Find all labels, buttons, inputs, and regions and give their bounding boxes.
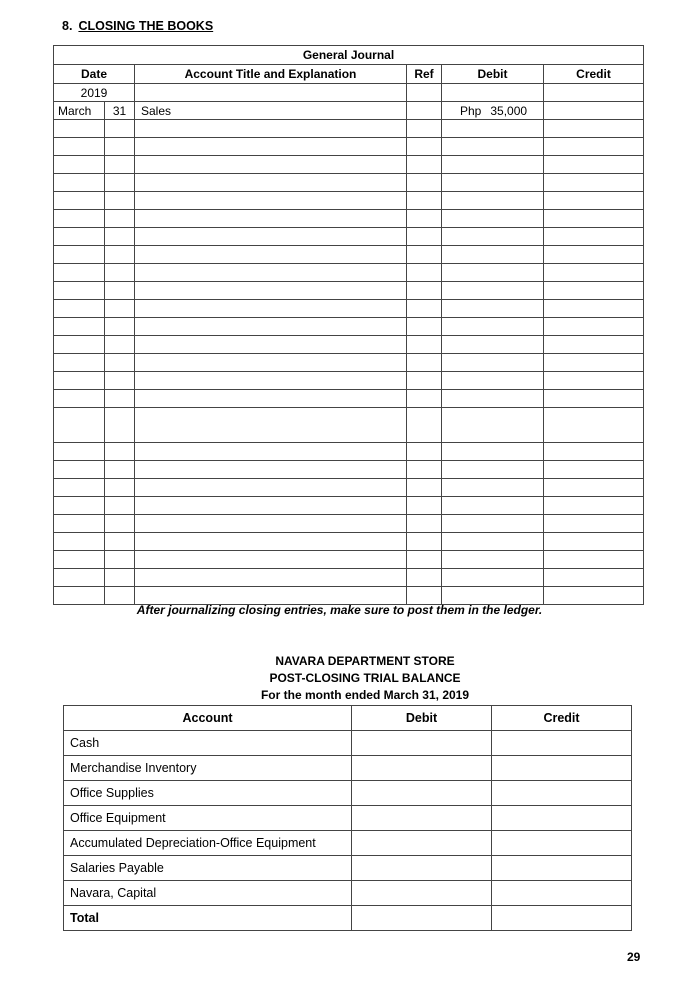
journal-cell[interactable] [135,246,407,264]
journal-cell[interactable] [407,228,442,246]
journal-cell[interactable] [407,336,442,354]
general-journal-table [53,45,644,605]
journal-year-row [54,84,644,102]
credit-header: Credit [544,65,644,84]
journal-cell[interactable] [105,479,135,497]
journal-cell[interactable] [54,533,105,551]
journal-cell[interactable] [54,461,105,479]
journal-cell[interactable] [407,300,442,318]
journal-cell[interactable] [54,443,105,461]
journal-year: 2019 [54,84,135,102]
journal-cell[interactable] [442,138,544,156]
journal-cell[interactable] [544,102,644,120]
journal-cell[interactable] [105,192,135,210]
journal-cell[interactable] [544,174,644,192]
journal-cell[interactable] [135,390,407,408]
journal-cell[interactable] [544,587,644,605]
journal-cell[interactable] [544,515,644,533]
journal-cell[interactable] [442,515,544,533]
tb-account-name: Merchandise Inventory [64,756,352,781]
tb-debit-cell[interactable] [352,881,492,906]
tb-debit-header: Debit [352,706,492,731]
journal-cell[interactable] [135,372,407,390]
journal-cell[interactable] [544,300,644,318]
journal-cell[interactable] [442,228,544,246]
journal-cell[interactable] [105,246,135,264]
tb-account-row [64,806,632,831]
tb-account-name: Accumulated Depreciation-Office Equipment [64,831,352,856]
ref-header: Ref [407,65,442,84]
journal-cell[interactable] [105,318,135,336]
tb-account-name: Office Equipment [64,806,352,831]
journal-cell[interactable] [544,569,644,587]
page-number: 29 [627,950,641,964]
journal-blank-row [54,300,644,318]
journal-cell[interactable] [54,264,105,282]
journal-cell[interactable] [105,443,135,461]
journal-cell[interactable] [105,390,135,408]
journal-cell[interactable] [105,264,135,282]
entry-month: March [54,102,105,120]
trial-balance-table [63,705,632,931]
journal-blank-row [54,264,644,282]
journal-cell[interactable] [544,282,644,300]
journal-cell[interactable] [105,120,135,138]
tb-account-name: Cash [64,731,352,756]
journal-cell[interactable] [544,192,644,210]
journal-cell[interactable] [544,461,644,479]
journal-cell[interactable] [54,408,105,443]
tb-credit-cell[interactable] [492,881,632,906]
journal-cell[interactable] [135,497,407,515]
journal-title-row [54,46,644,65]
journal-cell[interactable] [544,551,644,569]
tb-credit-cell[interactable] [492,781,632,806]
tb-credit-cell[interactable] [492,756,632,781]
tb-debit-cell[interactable] [352,731,492,756]
journal-cell[interactable] [135,569,407,587]
tb-debit-cell[interactable] [352,906,492,931]
journal-cell[interactable] [442,192,544,210]
journal-cell[interactable] [135,228,407,246]
journal-cell[interactable] [54,587,105,605]
journal-blank-row [54,318,644,336]
journal-cell[interactable] [407,120,442,138]
journal-cell[interactable] [105,282,135,300]
journal-blank-row [54,497,644,515]
journal-cell[interactable] [442,497,544,515]
journal-cell[interactable] [135,192,407,210]
journal-cell[interactable] [135,120,407,138]
journal-cell[interactable] [407,84,442,102]
journal-cell[interactable] [544,120,644,138]
journal-cell[interactable] [407,587,442,605]
journal-cell[interactable] [135,336,407,354]
journal-cell[interactable] [105,533,135,551]
entry-day: 31 [105,102,135,120]
journal-blank-row [54,372,644,390]
journal-cell[interactable] [442,84,544,102]
journal-cell[interactable] [105,210,135,228]
journal-cell[interactable] [105,156,135,174]
journal-cell[interactable] [54,336,105,354]
journal-cell[interactable] [407,354,442,372]
journal-cell[interactable] [407,318,442,336]
journal-cell[interactable] [135,318,407,336]
journal-cell[interactable] [442,300,544,318]
journal-blank-row [54,282,644,300]
journal-cell[interactable] [135,533,407,551]
journal-blank-row [54,443,644,461]
entry-currency: Php [460,103,482,118]
journal-cell[interactable] [105,138,135,156]
journal-cell[interactable] [442,551,544,569]
journal-cell[interactable] [407,174,442,192]
journal-blank-row [54,210,644,228]
journal-blank-row [54,246,644,264]
journal-cell[interactable] [54,390,105,408]
tb-account-header: Account [64,706,352,731]
journal-cell[interactable] [442,461,544,479]
tb-account-name: Navara, Capital [64,881,352,906]
journal-cell[interactable] [54,479,105,497]
journal-title: General Journal [54,46,644,65]
journal-blank-row [54,354,644,372]
journal-cell[interactable] [544,479,644,497]
journal-cell[interactable] [442,408,544,443]
journal-cell[interactable] [54,515,105,533]
journal-cell[interactable] [407,408,442,443]
journal-cell[interactable] [442,246,544,264]
journal-blank-row [54,336,644,354]
journal-cell[interactable] [135,515,407,533]
journal-cell[interactable] [442,443,544,461]
journal-cell[interactable] [442,372,544,390]
journal-cell[interactable] [54,210,105,228]
journal-cell[interactable] [54,228,105,246]
journal-cell[interactable] [544,228,644,246]
journal-cell[interactable] [442,479,544,497]
journal-cell[interactable] [442,390,544,408]
trial-balance-header-row [64,706,632,731]
journal-cell[interactable] [544,390,644,408]
tb-credit-cell[interactable] [492,806,632,831]
journal-blank-row [54,461,644,479]
account-header: Account Title and Explanation [135,65,407,84]
journal-cell[interactable] [54,174,105,192]
journal-cell[interactable] [135,479,407,497]
tb-credit-cell[interactable] [492,906,632,931]
trial-balance-title: POST-CLOSING TRIAL BALANCE [269,671,461,685]
journal-cell[interactable] [135,156,407,174]
journal-cell[interactable] [407,138,442,156]
journal-cell[interactable] [544,372,644,390]
journal-cell[interactable] [135,461,407,479]
journal-cell[interactable] [442,569,544,587]
journal-cell[interactable] [442,156,544,174]
journal-cell[interactable] [544,246,644,264]
journal-cell[interactable] [544,138,644,156]
journal-cell[interactable] [442,318,544,336]
section-title: CLOSING THE BOOKS [78,19,214,33]
journal-cell[interactable] [407,156,442,174]
journal-cell[interactable] [105,354,135,372]
debit-header: Debit [442,65,544,84]
journal-cell[interactable] [442,587,544,605]
tb-account-row [64,831,632,856]
journal-cell[interactable] [54,138,105,156]
journal-blank-row [54,515,644,533]
journal-cell[interactable] [442,264,544,282]
tb-account-row [64,756,632,781]
journal-cell[interactable] [442,354,544,372]
journal-blank-row [54,192,644,210]
journal-cell[interactable] [407,533,442,551]
tb-account-row [64,731,632,756]
journal-cell[interactable] [54,354,105,372]
company-name: NAVARA DEPARTMENT STORE [275,654,455,668]
tb-account-row [64,781,632,806]
journal-cell[interactable] [442,533,544,551]
tb-debit-cell[interactable] [352,756,492,781]
journal-blank-row [54,569,644,587]
journal-cell[interactable] [544,408,644,443]
tb-debit-cell[interactable] [352,806,492,831]
trial-balance-period: For the month ended March 31, 2019 [260,688,470,702]
journal-cell[interactable] [544,336,644,354]
entry-account: Sales [135,102,407,120]
journal-cell[interactable] [105,569,135,587]
journal-cell[interactable] [407,246,442,264]
journal-cell[interactable] [135,443,407,461]
tb-credit-cell[interactable] [492,731,632,756]
journal-cell[interactable] [407,210,442,228]
journal-cell[interactable] [407,443,442,461]
tb-total-row [64,906,632,931]
tb-debit-cell[interactable] [352,781,492,806]
journal-cell[interactable] [54,497,105,515]
journal-cell[interactable] [135,138,407,156]
journal-cell[interactable] [105,461,135,479]
journal-cell[interactable] [105,372,135,390]
journal-cell[interactable] [105,336,135,354]
entry-debit-amount: 35,000 [490,103,528,118]
journal-cell[interactable] [544,354,644,372]
journal-cell[interactable] [407,102,442,120]
tb-account-row [64,881,632,906]
journal-cell[interactable] [544,264,644,282]
journal-blank-row [54,156,644,174]
tb-debit-cell[interactable] [352,831,492,856]
journal-cell[interactable] [442,210,544,228]
tb-credit-cell[interactable] [492,831,632,856]
journal-blank-row [54,479,644,497]
journal-cell[interactable] [105,408,135,443]
journal-cell[interactable] [135,210,407,228]
journal-cell[interactable] [407,461,442,479]
journal-cell[interactable] [105,174,135,192]
journal-cell[interactable] [135,300,407,318]
tb-credit-header: Credit [492,706,632,731]
journal-cell[interactable] [544,156,644,174]
journal-cell[interactable] [407,515,442,533]
tb-total-label: Total [64,906,352,931]
journal-blank-row [54,120,644,138]
journal-cell[interactable] [544,497,644,515]
journal-blank-row [54,174,644,192]
journal-cell[interactable] [54,372,105,390]
journal-cell[interactable] [135,264,407,282]
journal-cell[interactable] [442,174,544,192]
journal-cell[interactable] [544,318,644,336]
journal-blank-row [54,138,644,156]
journal-cell[interactable] [407,282,442,300]
journal-entry-row [54,102,644,120]
journal-cell[interactable] [105,228,135,246]
journal-cell[interactable] [54,551,105,569]
journal-cell[interactable] [105,515,135,533]
journal-cell[interactable] [135,551,407,569]
journal-cell[interactable] [54,156,105,174]
journal-cell[interactable] [105,300,135,318]
journal-cell[interactable] [54,282,105,300]
journal-cell[interactable] [105,497,135,515]
journal-blank-row [54,551,644,569]
journal-cell[interactable] [54,318,105,336]
journal-cell[interactable] [54,192,105,210]
tb-debit-cell[interactable] [352,856,492,881]
posting-note: After journalizing closing entries, make sure to post them in the ledger. [136,603,543,617]
journal-cell[interactable] [544,84,644,102]
journal-cell[interactable] [407,551,442,569]
journal-cell[interactable] [54,120,105,138]
journal-cell[interactable] [544,443,644,461]
date-header: Date [54,65,135,84]
tb-account-row [64,856,632,881]
journal-cell[interactable] [54,569,105,587]
journal-cell[interactable] [135,84,407,102]
journal-header-row [54,65,644,84]
journal-cell[interactable] [407,390,442,408]
section-number: 8. [62,19,73,33]
journal-cell[interactable] [135,282,407,300]
journal-cell[interactable] [407,479,442,497]
journal-cell[interactable] [105,587,135,605]
journal-cell[interactable] [135,354,407,372]
journal-cell[interactable] [442,282,544,300]
tb-account-name: Office Supplies [64,781,352,806]
journal-cell[interactable] [135,174,407,192]
entry-debit [442,102,544,120]
journal-blank-row [54,390,644,408]
journal-cell[interactable] [407,264,442,282]
journal-cell[interactable] [544,210,644,228]
journal-cell[interactable] [544,533,644,551]
journal-blank-row [54,408,644,443]
journal-cell[interactable] [135,587,407,605]
section-heading [62,19,213,33]
journal-cell[interactable] [442,120,544,138]
journal-cell[interactable] [407,192,442,210]
journal-cell[interactable] [407,497,442,515]
journal-cell[interactable] [442,336,544,354]
tb-account-name: Salaries Payable [64,856,352,881]
journal-cell[interactable] [407,569,442,587]
journal-blank-row [54,228,644,246]
tb-credit-cell[interactable] [492,856,632,881]
journal-cell[interactable] [54,300,105,318]
journal-cell[interactable] [407,372,442,390]
journal-cell[interactable] [105,551,135,569]
journal-blank-row [54,587,644,605]
journal-cell[interactable] [54,246,105,264]
journal-blank-row [54,533,644,551]
journal-cell[interactable] [135,408,407,443]
